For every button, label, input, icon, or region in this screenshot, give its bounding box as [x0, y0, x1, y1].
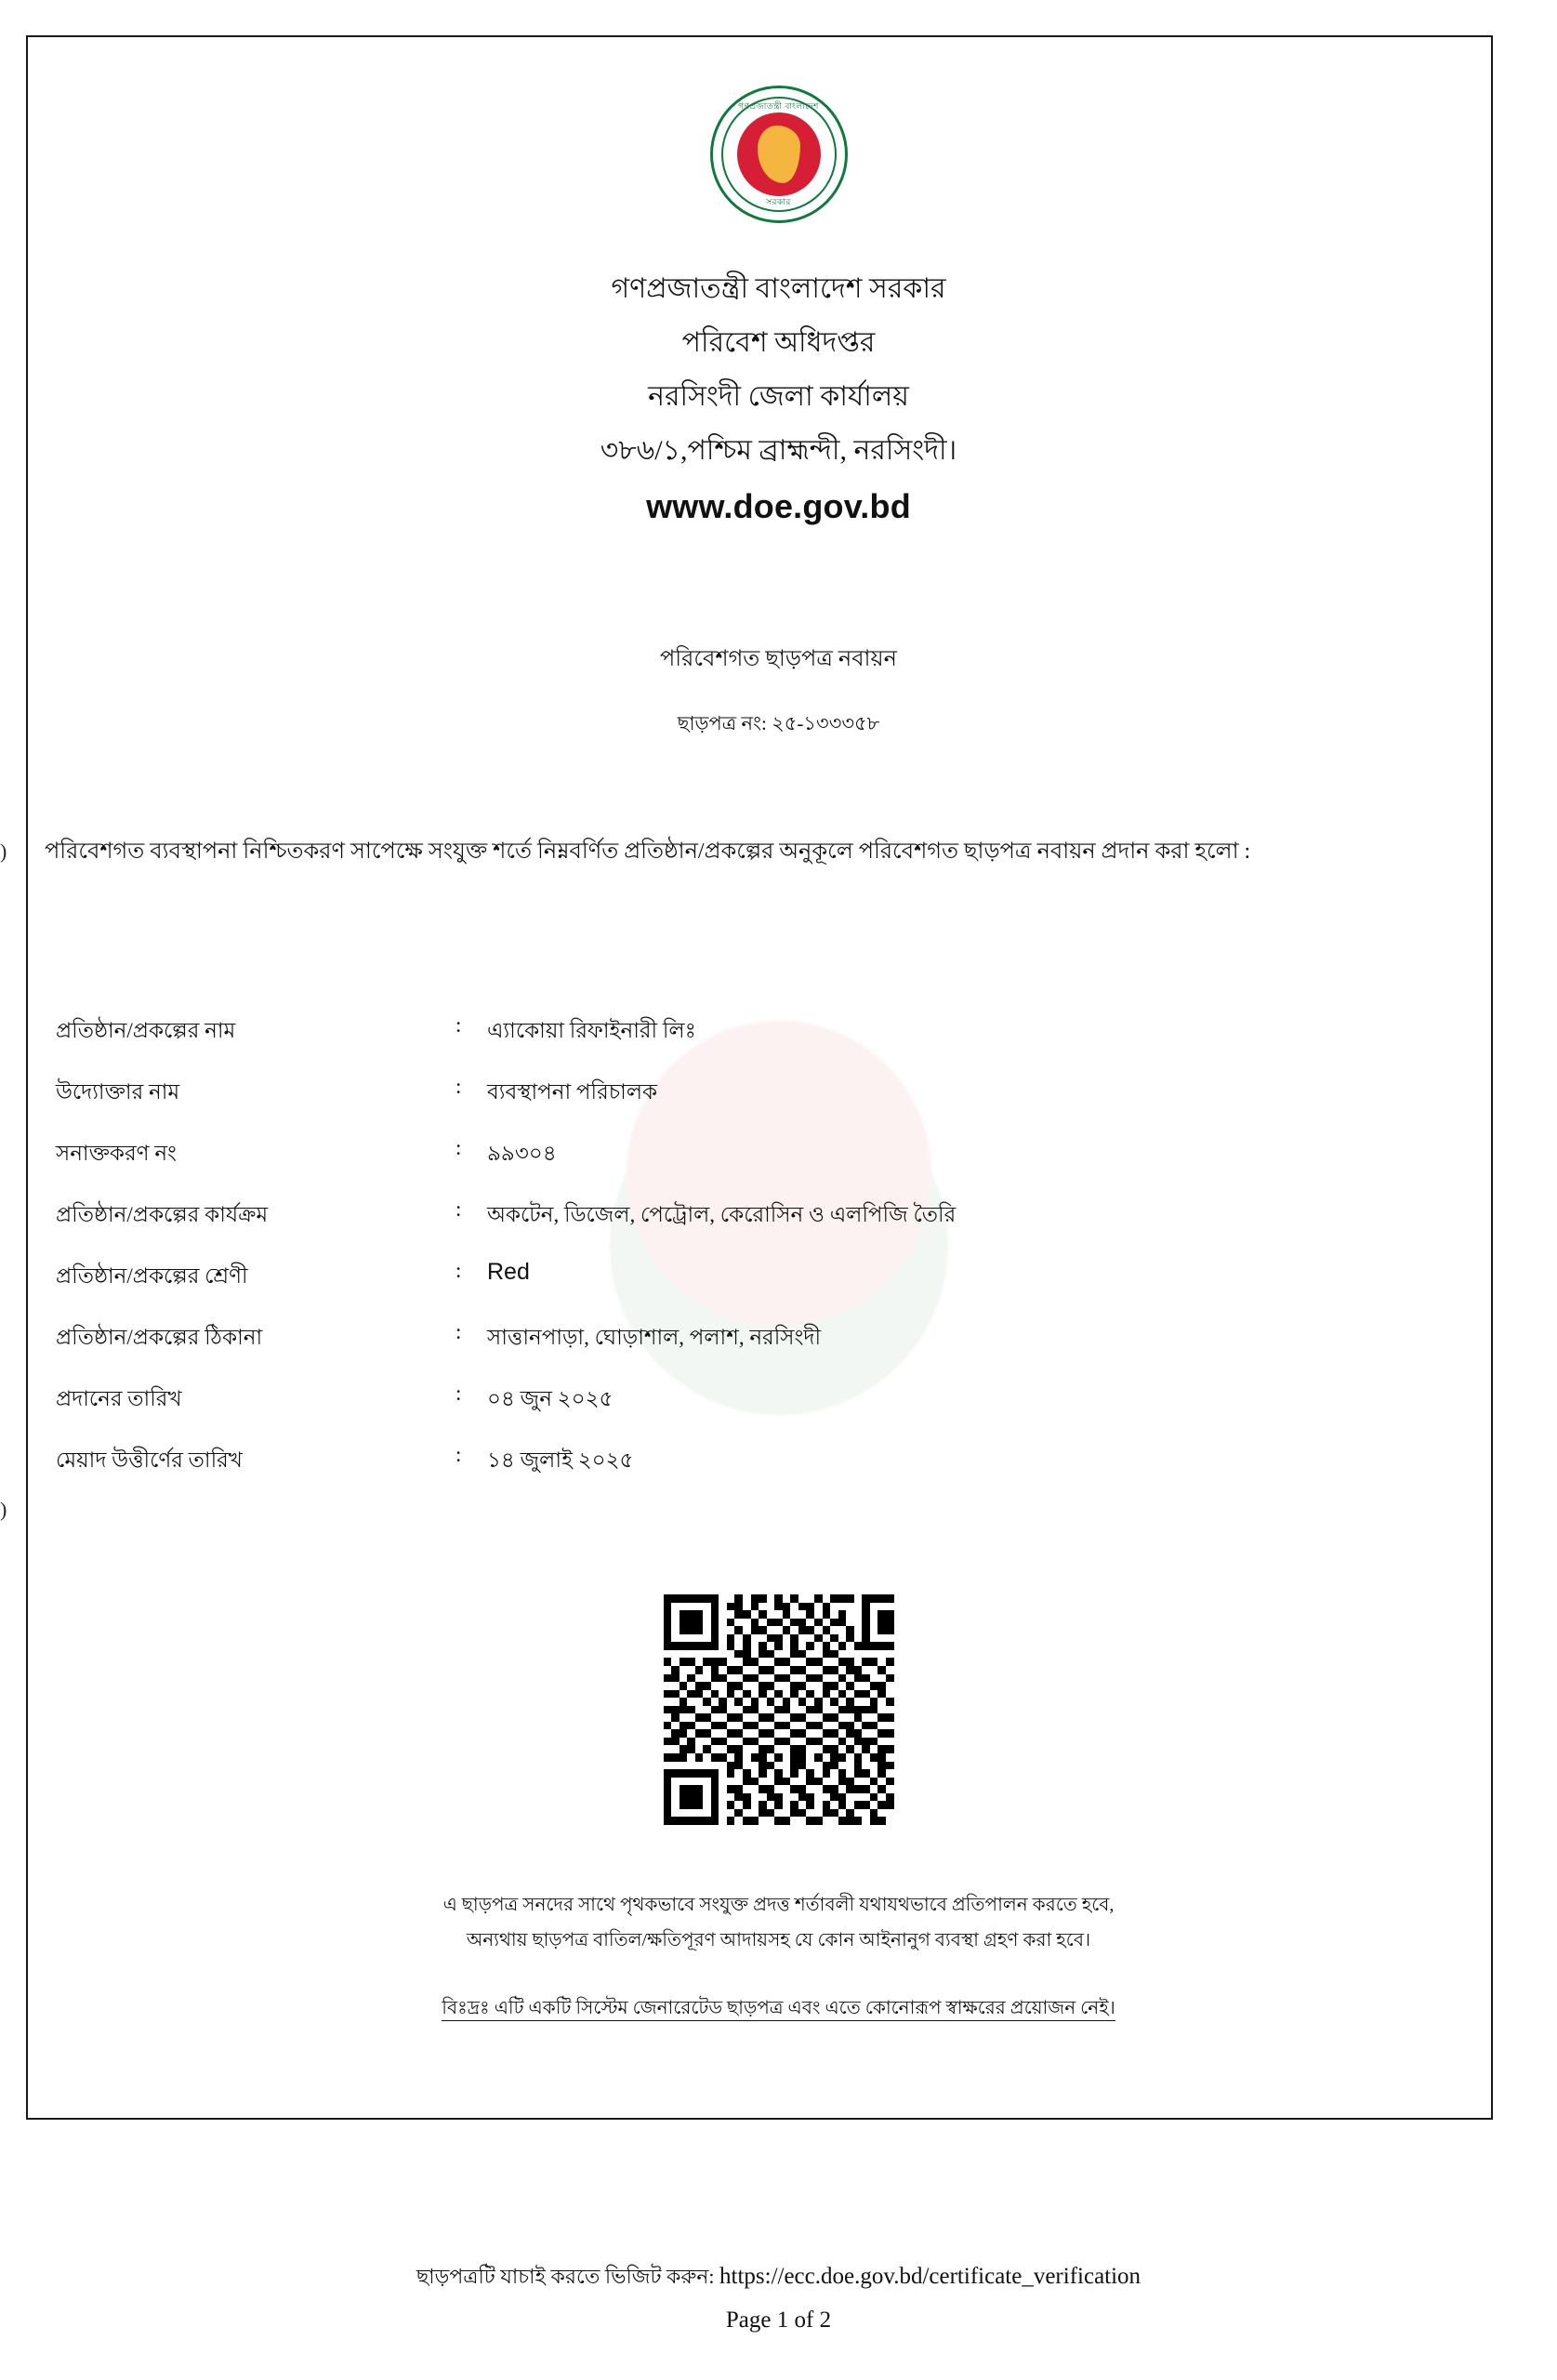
- field-colon: :: [455, 1320, 462, 1343]
- conditions-note-line1: এ ছাড়পত্র সনদের সাথে পৃথকভাবে সংযুক্ত প্রদত্ত শর্তাবলী যথাযথভাবে প্রতিপালন করতে হবে,: [442, 1895, 1115, 1915]
- table-row: [56, 1382, 1404, 1443]
- table-row: [56, 1320, 1404, 1382]
- verification-url[interactable]: https://ecc.doe.gov.bd/certificate_verification: [719, 2264, 1141, 2289]
- field-label: মেয়াদ উত্তীর্ণের তারিখ: [56, 1448, 243, 1472]
- table-row: [56, 1075, 1404, 1136]
- field-colon: :: [455, 1382, 462, 1405]
- field-colon: :: [455, 1013, 462, 1037]
- intro-paragraph: পরিবেশগত ব্যবস্থাপনা নিশ্চিতকরণ সাপেক্ষে সংযুক্ত শর্তে নিম্নবর্ণিত প্রতিষ্ঠান/প্রকল্পের অনুকূলে পরিবেশগত ছাড়পত্র নবায়ন প্রদান করা হলো :: [45, 840, 1251, 864]
- field-label: প্রতিষ্ঠান/প্রকল্পের শ্রেণী: [56, 1264, 248, 1288]
- header-line-address: ৩৮৬/১,পশ্চিম ব্রাহ্মন্দী, নরসিংদী।: [600, 435, 957, 466]
- field-value: ১৪ জুলাই ২০২৫: [487, 1448, 634, 1472]
- conditions-note: [0, 1887, 1557, 1958]
- emblem-circle: [710, 86, 848, 223]
- field-value: ০৪ জুন ২০২৫: [487, 1387, 614, 1410]
- table-row: [56, 1197, 1404, 1259]
- edge-mark-top: ): [0, 840, 7, 863]
- header-line-government: গণপ্রজাতন্ত্রী বাংলাদেশ সরকার: [611, 273, 946, 304]
- field-value: অকটেন, ডিজেল, পেট্রোল, কেরোসিন ও এলপিজি তৈরি: [487, 1203, 957, 1226]
- verification-line: [0, 2261, 1557, 2295]
- edge-mark-bottom: ): [0, 1498, 7, 1521]
- table-row: [56, 1259, 1404, 1320]
- table-row: [56, 1136, 1404, 1197]
- government-emblem: [0, 86, 1557, 223]
- emblem-top-text: গণপ্রজাতন্ত্রী বাংলাদেশ: [738, 101, 819, 111]
- field-value: এ্যাকোয়া রিফাইনারী লিঃ: [487, 1019, 696, 1042]
- table-row: [56, 1443, 1404, 1504]
- system-generated-notice-text: বিঃদ্রঃ এটি একটি সিস্টেম জেনারেটেড ছাড়পত্র এবং এতে কোনোরূপ স্বাক্ষরের প্রয়োজন নেই।: [442, 1998, 1115, 2021]
- header-line-office: নরসিংদী জেলা কার্যালয়: [648, 381, 909, 412]
- field-colon: :: [455, 1443, 462, 1466]
- field-colon: :: [455, 1197, 462, 1221]
- header-website: www.doe.gov.bd: [646, 487, 911, 525]
- field-label: উদ্যোক্তার নাম: [56, 1080, 180, 1104]
- field-label: প্রতিষ্ঠান/প্রকল্পের ঠিকানা: [56, 1326, 263, 1349]
- certificate-number: ছাড়পত্র নং: ২৫-১৩৩৩৫৮: [677, 712, 880, 734]
- field-value: Red: [487, 1259, 530, 1285]
- field-colon: :: [455, 1075, 462, 1098]
- field-colon: :: [455, 1136, 462, 1159]
- header-line-department: পরিবেশ অধিদপ্তর: [681, 327, 876, 358]
- qr-code: [664, 1594, 894, 1825]
- page-number: Page 1 of 2: [725, 2307, 832, 2333]
- field-label: প্রতিষ্ঠান/প্রকল্পের কার্যক্রম: [56, 1203, 269, 1226]
- system-generated-notice: [0, 1994, 1557, 2025]
- document-subtitle: পরিবেশগত ছাড়পত্র নবায়ন: [660, 647, 897, 671]
- verification-prefix: ছাড়পত্রটি যাচাই করতে ভিজিট করুন:: [416, 2265, 715, 2288]
- qr-code-wrap: [0, 1594, 1557, 1825]
- table-row: [56, 1013, 1404, 1075]
- field-label: প্রতিষ্ঠান/প্রকল্পের নাম: [56, 1019, 236, 1042]
- letterhead: [0, 262, 1557, 536]
- details-table: [56, 1013, 1404, 1504]
- field-colon: :: [455, 1259, 462, 1282]
- field-label: প্রদানের তারিখ: [56, 1387, 182, 1410]
- emblem-bottom-text: সরকার: [766, 197, 791, 206]
- conditions-note-line2: অন্যথায় ছাড়পত্র বাতিল/ক্ষতিপূরণ আদায়সহ যে কোন আইনানুগ ব্যবস্থা গ্রহণ করা হবে।: [466, 1930, 1091, 1950]
- field-value: ৯৯৩০৪: [487, 1142, 557, 1165]
- field-value: সাত্তানপাড়া, ঘোড়াশাল, পলাশ, নরসিংদী: [487, 1326, 822, 1349]
- field-value: ব্যবস্থাপনা পরিচালক: [487, 1080, 658, 1104]
- field-label: সনাক্তকরণ নং: [56, 1142, 177, 1165]
